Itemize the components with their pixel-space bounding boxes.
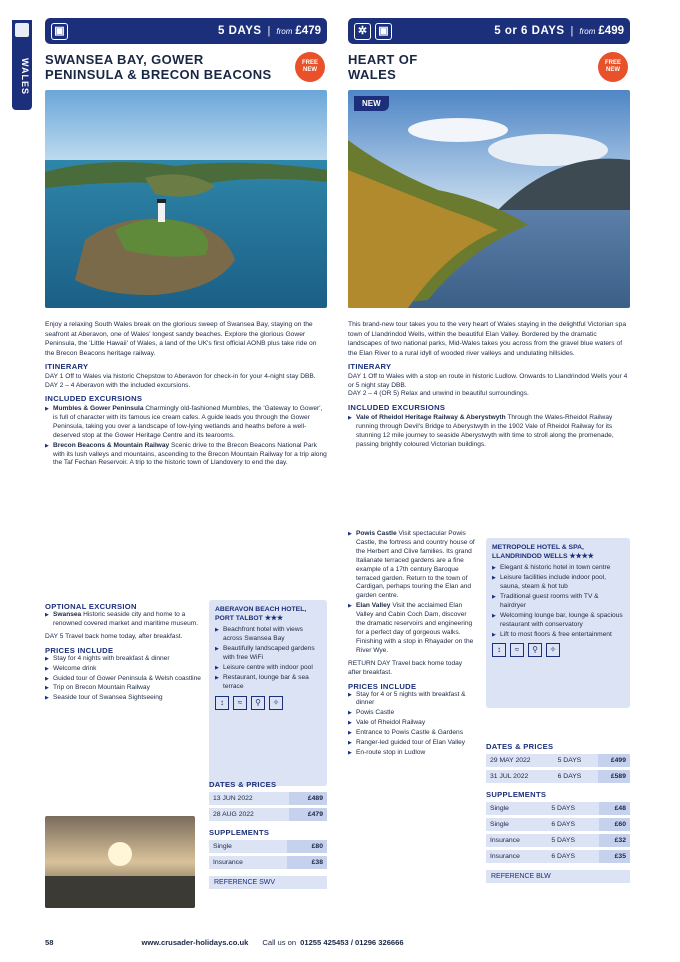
price-include-item: ▶ Stay for 4 nights with breakfast & dinner [45, 655, 201, 664]
excursions-heading: INCLUDED EXCURSIONS [348, 403, 446, 413]
itinerary-heading: ITINERARY [348, 362, 392, 371]
tour-title: HEART OF WALES [348, 52, 418, 82]
price-include-item: ▶ En-route stop in Ludlow [348, 749, 476, 758]
prices-heading: PRICES INCLUDE [348, 681, 417, 691]
price-from-label: from [276, 26, 293, 36]
supplement-row: Insurance 6 DAYS £35 [486, 850, 630, 863]
tour-title: SWANSEA BAY, GOWER PENINSULA & BRECON BEACONS [45, 52, 272, 82]
tour-price: £499 [598, 25, 624, 37]
tour-heart-of-wales [348, 18, 630, 880]
reference-code: REFERENCE BLW [486, 870, 630, 883]
hotel-feature: ▶ Elegant & historic hotel in town centre [492, 564, 624, 573]
free-new-badge: FREE NEW [295, 52, 325, 82]
coastal-lighthouse-image [45, 90, 327, 308]
excursion-item: ▶ Brecon Beacons & Mountain Railway Scenic drive to the Brecon Beacons National Park with its lush valleys and mountains, ascending to the Brecon Mountain Railway for a trip along the Taf Fechan Reservoir. A trip to the historic town of Llandovery to end the day. [45, 442, 327, 469]
call-label: Call us on [262, 938, 297, 947]
coach-icon: ▣ [375, 23, 392, 40]
date-row: 31 JUL 2022 6 DAYS £589 [486, 770, 630, 783]
hotel-feature: ▶ Beautifully landscaped gardens with free WiFi [215, 645, 321, 663]
tour-header-bar: ✲ ▣ 5 or 6 DAYS | from £499 [348, 18, 630, 44]
tour-header-bar: ▣ 5 DAYS | from £479 [45, 18, 327, 44]
excursions-heading: INCLUDED EXCURSIONS [45, 394, 143, 404]
phone-numbers: 01255 425453 / 01296 326666 [300, 938, 404, 947]
tour-swansea [45, 18, 327, 886]
flag-icon [15, 23, 29, 37]
itinerary-day1: DAY 1 Off to Wales via historic Chepstow to Aberavon for check-in for your 4-night stay DBB. [45, 372, 316, 380]
supplement-row: Single 6 DAYS £60 [486, 818, 630, 831]
tour-details [45, 320, 327, 469]
hotel-feature: ▶ Leisure facilities include indoor pool, sauna, steam & hot tub [492, 574, 624, 592]
supplement-row: Single £80 [209, 840, 327, 853]
reference-code: REFERENCE SWV [209, 876, 327, 889]
free-new-badge: FREE NEW [598, 52, 628, 82]
supplement-row: Insurance £38 [209, 856, 327, 869]
supplements-heading: SUPPLEMENTS [486, 790, 547, 799]
lift-icon: ↕ [215, 696, 229, 710]
website-link[interactable]: www.crusader-holidays.co.uk [141, 938, 249, 947]
return-day-text: RETURN DAY Travel back home today after breakfast. [348, 659, 463, 676]
price-include-item: ▶ Entrance to Powis Castle & Gardens [348, 729, 476, 738]
bar-icon: ✧ [269, 696, 283, 710]
price-include-item: ▶ Ranger-led guided tour of Elan Valley [348, 739, 476, 748]
tour-days: 5 or 6 DAYS [494, 25, 565, 37]
price-include-item: ▶ Guided tour of Gower Peninsula & Welsh coastline [45, 675, 201, 684]
dates-block [209, 776, 327, 889]
restaurant-icon: ⚲ [528, 643, 542, 657]
itinerary-day2: DAY 2 – 4 (OR 5) Relax and unwind in beautiful surroundings. [348, 390, 529, 398]
sunset-beach-image [45, 816, 195, 908]
hotel-feature: ▶ Welcoming lounge bar, lounge & spacious restaurant with conservatory [492, 612, 624, 630]
price-include-item: ▶ Vale of Rheidol Railway [348, 719, 476, 728]
price-from-label: from [579, 26, 596, 36]
excursion-item: ▶ Powis Castle Visit spectacular Powis Castle, the fortress and country house of the Herbert and Clive families. Its grand Italianate terraced gardens are a fine example of a 17th century Baroque terraced garden. Return to the town of Cardigan, perhaps touring the Elan and garden centre. [348, 530, 476, 601]
coach-icon: ▣ [51, 23, 68, 40]
hotel-feature: ▶ Traditional guest rooms with TV & hairdryer [492, 593, 624, 611]
hotel-name: METROPOLE HOTEL & SPA, LLANDRINDOD WELLS ★★★★ [492, 544, 594, 560]
pool-icon: ≈ [233, 696, 247, 710]
region-label: WALES [20, 58, 30, 96]
dates-block [486, 738, 630, 883]
date-row: 13 JUN 2022 £489 [209, 792, 327, 805]
hotel-box [209, 600, 327, 786]
optional-heading: OPTIONAL EXCURSION [45, 602, 137, 611]
price-include-item: ▶ Welcome drink [45, 665, 201, 674]
valley-lake-image [348, 90, 630, 308]
sunset-photo [45, 816, 195, 908]
date-row: 29 MAY 2022 5 DAYS £499 [486, 754, 630, 767]
excursions-continued [348, 530, 476, 759]
tour-details [348, 320, 630, 451]
page-footer [45, 938, 635, 947]
hotel-feature: ▶ Beachfront hotel with views across Swansea Bay [215, 626, 321, 644]
restaurant-icon: ⚲ [251, 696, 265, 710]
page-number: 58 [45, 938, 54, 947]
day5-text: DAY 5 Travel back home today, after breakfast. [45, 632, 183, 640]
lift-icon: ↕ [492, 643, 506, 657]
itinerary-heading: ITINERARY [45, 362, 89, 371]
tour-photo-valley [348, 90, 630, 308]
excursion-item: ▶ Mumbles & Gower Peninsula Charmingly old-fashioned Mumbles, the 'Gateway to Gower', is full of character with its famous ice cream cafes. A guide leads you through the Gower Peninsula, taking you over a landscape of low-lying wetlands and heaths before a well-deserved stop at the Gower Heritage Centre and its tearooms. [45, 405, 327, 441]
supplements-heading: SUPPLEMENTS [209, 828, 270, 837]
excursion-item: ▶ Vale of Rheidol Heritage Railway & Aberystwyth Through the Wales-Rheidol Railway running through Devil's Bridge to Aberystwyth in the 1902 Vale of Rheidol Railway for its stunning 12 mile journey to seaside Aberystwyth with time to stroll along the promenade, passing brightly coloured Victorian buildings. [348, 414, 630, 450]
price-include-item: ▶ Powis Castle [348, 709, 476, 718]
pool-icon: ≈ [510, 643, 524, 657]
dates-heading: DATES & PRICES [486, 742, 554, 751]
gear-icon: ✲ [354, 23, 371, 40]
hotel-feature: ▶ Lift to most floors & free entertainment [492, 631, 624, 640]
tour-intro: Enjoy a relaxing South Wales break on the glorious sweep of Swansea Bay, staying on the seafront at Aberavon, one of Wales' longest sandy beaches. Explore the glorious Gower Peninsula, the 'Little Hawaii' of Wales, a land of the UK's first official AONB plus take ride on the Brecon Beacons heritage railway. [45, 321, 317, 357]
spa-icon: ✧ [546, 643, 560, 657]
dates-heading: DATES & PRICES [209, 780, 277, 789]
new-tag: NEW [354, 96, 389, 111]
prices-heading: PRICES INCLUDE [45, 645, 114, 655]
tour-intro: This brand-new tour takes you to the very heart of Wales staying in the delightful Victorian spa town of Llandrindod Wells, within the beautiful Elan Valley. Bordered by the dramatic landscapes of two national parks, Mid-Wales takes you across from the gravel blue waters of the Elan River to a rural idyll of wooded river valleys and undulating hillsides. [348, 321, 627, 357]
optional-item: ▶ Swansea Historic seaside city and home to a renowned covered market and maritime museum. [45, 611, 201, 629]
price-include-item: ▶ Trip on Brecon Mountain Railway [45, 684, 201, 693]
hotel-feature: ▶ Restaurant, lounge bar & sea terrace [215, 674, 321, 692]
price-include-item: ▶ Stay for 4 or 5 nights with breakfast & dinner [348, 691, 476, 709]
supplement-row: Single 5 DAYS £48 [486, 802, 630, 815]
itinerary-day2: DAY 2 – 4 Aberavon with the included excursions. [45, 381, 191, 389]
hotel-name: ABERAVON BEACH HOTEL, PORT TALBOT ★★★ [215, 606, 307, 622]
itinerary-day1: DAY 1 Off to Wales with a stop en route in historic Ludlow. Onwards to Llandrindod Wells your 4 or 5 night stay DBB. [348, 372, 628, 389]
supplement-row: Insurance 5 DAYS £32 [486, 834, 630, 847]
tour-days: 5 DAYS [218, 25, 262, 37]
optional-and-prices [45, 598, 201, 704]
excursion-item: ▶ Elan Valley Visit the acclaimed Elan Valley and Cabin Coch Dam, discover the dramatic reservoirs and engineering for a perfect day of gorgeous walks. Finishing with a stop in Rhayader on the River Wye. [348, 602, 476, 655]
tour-price: £479 [295, 25, 321, 37]
hotel-box [486, 538, 630, 708]
tour-photo-coast [45, 90, 327, 308]
price-include-item: ▶ Seaside tour of Swansea Sightseeing [45, 694, 201, 703]
hotel-feature: ▶ Leisure centre with indoor pool [215, 664, 321, 673]
date-row: 28 AUG 2022 £479 [209, 808, 327, 821]
